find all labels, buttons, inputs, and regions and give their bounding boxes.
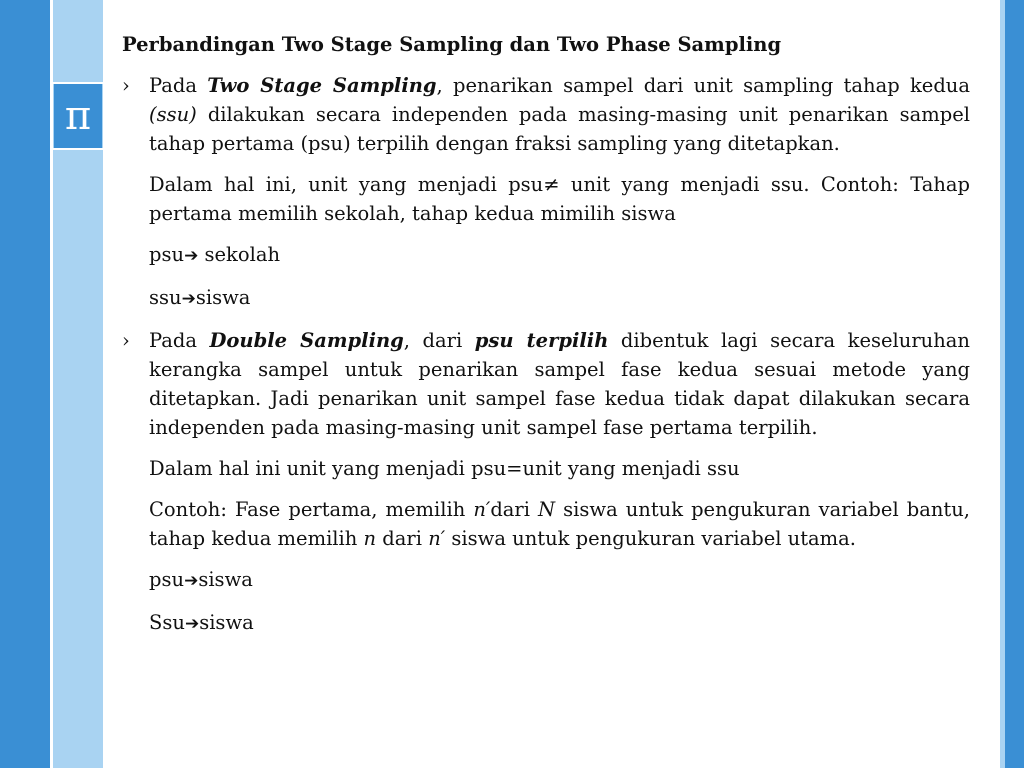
mapping-psu-siswa: psu➔siswa <box>149 568 253 591</box>
slide-content <box>122 30 970 651</box>
term-two-stage-sampling: Two Stage Sampling <box>207 74 437 97</box>
pi-logo-icon: π <box>54 84 102 148</box>
var-N: N <box>538 498 556 521</box>
bullet-marker: › <box>122 329 130 352</box>
var-n: n <box>363 527 377 550</box>
left-accent-stripe <box>0 0 50 768</box>
term-ssu: (ssu) <box>149 103 197 126</box>
arrow-icon: ➔ <box>184 614 200 634</box>
term-double-sampling: Double Sampling <box>209 329 404 352</box>
bullet-marker: › <box>122 74 130 97</box>
mapping-ssu-siswa: ssu➔siswa <box>149 286 251 309</box>
slide-title: Perbandingan Two Stage Sampling dan Two Phase Sampling <box>122 33 782 56</box>
var-n-prime: n′ <box>428 527 446 550</box>
arrow-icon: ➔ <box>184 246 199 266</box>
bullet-two-stage-sampling: › Pada Two Stage Sampling, penarikan sampel dari unit sampling tahap kedua (ssu) dilakukan secara independen pada masing-masing unit penarikan sampel tahap pertama (psu) terpilih dengan fraksi sampling yang ditetapkan. <box>122 71 970 158</box>
arrow-icon: ➔ <box>181 289 196 309</box>
var-n-prime: n′ <box>473 498 491 521</box>
paragraph-psu-ssu-difference: Dalam hal ini, unit yang menjadi psu≠ unit yang menjadi ssu. Contoh: Tahap pertama memilih sekolah, tahap kedua mimilih siswa <box>149 173 970 225</box>
mapping-ssu-siswa-2: Ssu➔siswa <box>149 611 254 634</box>
term-psu-terpilih: psu terpilih <box>474 329 609 352</box>
paragraph-psu-equals-ssu: Dalam hal ini unit yang menjadi psu=unit yang menjadi ssu <box>149 457 740 480</box>
right-accent-stripe <box>1005 0 1024 768</box>
mapping-psu-sekolah: psu➔ sekolah <box>149 243 281 266</box>
bullet-double-sampling: › Pada Double Sampling, dari psu terpilih dibentuk lagi secara keseluruhan kerangka sampel untuk penarikan sampel fase kedua sesuai metode yang ditetapkan. Jadi penarikan unit sampel fase kedua tidak dapat dilakukan secara independen pada masing-masing unit sampel fase pertama terpilih. <box>122 326 970 442</box>
arrow-icon: ➔ <box>184 571 199 591</box>
logo-bottom-divider <box>53 148 103 150</box>
paragraph-example-phase: Contoh: Fase pertama, memilih n′dari N siswa untuk pengukuran variabel bantu, tahap kedua memilih n dari n′ siswa untuk pengukuran variabel utama. <box>149 498 970 550</box>
